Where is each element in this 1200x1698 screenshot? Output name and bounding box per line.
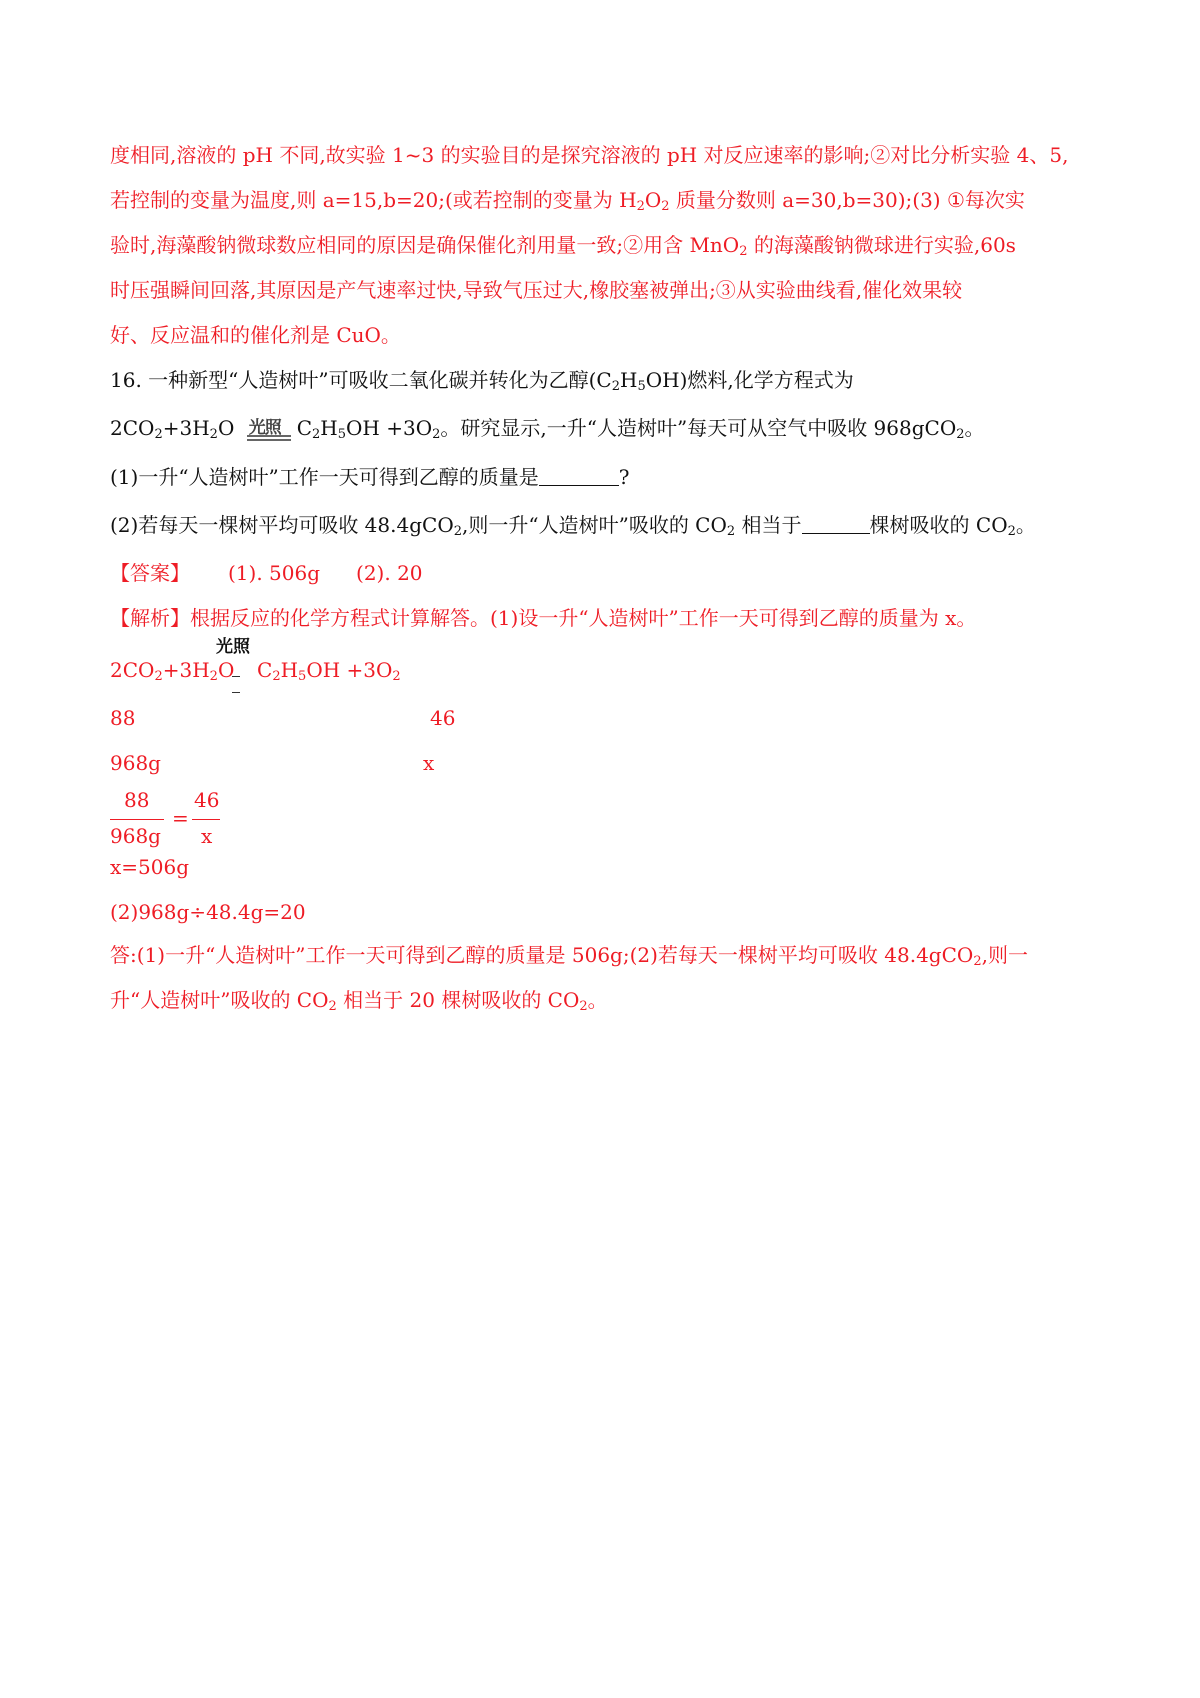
- part-2-calculation: (2)968g÷48.4g=20: [110, 900, 306, 924]
- answer-2: (2). 20: [356, 561, 423, 585]
- result-line: x=506g: [110, 855, 190, 879]
- prev-analysis-line-1: 度相同,溶液的 pH 不同,故实验 1~3 的实验目的是探究溶液的 pH 对反应速率的影响;②对比分析实验 4、5,: [110, 143, 1069, 167]
- question-part-1: (1)一升“人造树叶”工作一天可得到乙醇的质量是 ?: [110, 465, 630, 489]
- reaction-condition-label: 光照: [216, 637, 250, 657]
- reaction-condition-light-icon: 光照: [245, 413, 293, 443]
- unknown-mass: x: [423, 751, 435, 775]
- answer-label: 【答案】: [110, 561, 190, 585]
- molar-mass-right: 46: [430, 706, 456, 730]
- given-mass: 968g: [110, 751, 161, 775]
- answer-blank-2: [802, 513, 870, 534]
- proportion-equation: 88 968g = 46 x: [110, 788, 220, 848]
- molar-mass-left: 88: [110, 706, 136, 730]
- prev-analysis-line-2: 若控制的变量为温度,则 a=15,b=20;(或若控制的变量为 $H_2O_2$ 质量分数则 a=30,b=30);(3) ①每次实: [110, 188, 1025, 214]
- analysis-intro: 【解析】根据反应的化学方程式计算解答。(1)设一升“人造树叶”工作一天可得到乙醇的质量为 x。: [110, 606, 977, 630]
- prev-analysis-line-3: 验时,海藻酸钠微球数应相同的原因是确保催化剂用量一致;②用含 MnO$_2$ 的海藻酸钠微球进行实验,60s: [110, 233, 1016, 259]
- answer-1: (1). 506g: [228, 561, 321, 585]
- prev-analysis-line-4: 时压强瞬间回落,其原因是产气速率过快,导致气压过大,橡胶塞被弹出;③从实验曲线看,催化效果较: [110, 278, 963, 302]
- question-equation: $2CO_2+3H_2O$ 光照 $C_2H_5OH +3O_2$。研究显示,一升“人造树叶”每天可从空气中吸收 968gCO$_2$。: [110, 413, 985, 443]
- question-part-2: (2)若每天一棵树平均可吸收 48.4gCO$_2$,则一升“人造树叶”吸收的 $CO_2$ 相当于 棵树吸收的 $CO_2$。: [110, 513, 1036, 539]
- answer-line: [110, 558, 423, 588]
- answer-blank-1: [539, 465, 619, 486]
- prev-analysis-line-5: 好、反应温和的催化剂是 CuO。: [110, 323, 401, 347]
- document-page: 度相同,溶液的 pH 不同,故实验 1~3 的实验目的是探究溶液的 pH 对反应速率的影响;②对比分析实验 4、5, 若控制的变量为温度,则 a=15,b=20;(或若控制的变量为 $H_2O_2$ 质量分数则 a=30,b=30);(3) ①每次实 验时,海藻酸钠微球数应相同的原因是确保催化剂用量一致;②用含 MnO$_2$ 的海藻酸钠微球进行实验,60s 时压强瞬间回落,其原因是产气速率过快,导致气压过大,橡胶塞被弹出;③从实验曲线看,催化效果较 好、反应温和的催化剂是 CuO。 16. 一种新型“人造树叶”可吸收二氧化碳并转化为乙醇$(C_2H_5OH)$燃料,化学方程式为 $2CO_2+3H_2O$ 光照 $C_2H_5OH +3O_2$。研究显示,一升“人造树叶”每天可从空气中吸收 968gCO$_2$。 (1)一升“人造树叶”工作一天可得到乙醇的质量是 ? (2)若每天一棵树平均可吸收 48.4gCO$_2$,则一升“人造树叶”吸收的 $CO_2$ 相当于 棵树吸收的 $CO_2$。 【答案】 (1). 506g (2). 20 【解析】根据反应的化学方程式计算解答。(1)设一升“人造树叶”工作一天可得到乙醇的质量为 x。 $2CO_2+3H_2O$ 光照 $C_2H_5OH +3O_2$ 88 46 968g x 88 968g = 46 x x=506g (2)968g÷48.4g=20 答:(1)一升“人造树叶”工作一天可得到乙醇的质量是 506g;(2)若每天一棵树平均可吸收 48.4gCO$_2$,则一 升“人造树叶”吸收的 $CO_2$ 相当于 20 棵树吸收的 $CO_2$。: [0, 0, 1200, 1698]
- analysis-label: 【解析】: [110, 606, 190, 630]
- conclusion-line-2: 升“人造树叶”吸收的 $CO_2$ 相当于 20 棵树吸收的 $CO_2$。: [110, 988, 608, 1014]
- conclusion-line-1: 答:(1)一升“人造树叶”工作一天可得到乙醇的质量是 506g;(2)若每天一棵树平均可吸收 48.4gCO$_2$,则一: [110, 943, 1028, 969]
- question-16-intro: 16. 一种新型“人造树叶”可吸收二氧化碳并转化为乙醇$(C_2H_5OH)$燃料,化学方程式为: [110, 368, 854, 394]
